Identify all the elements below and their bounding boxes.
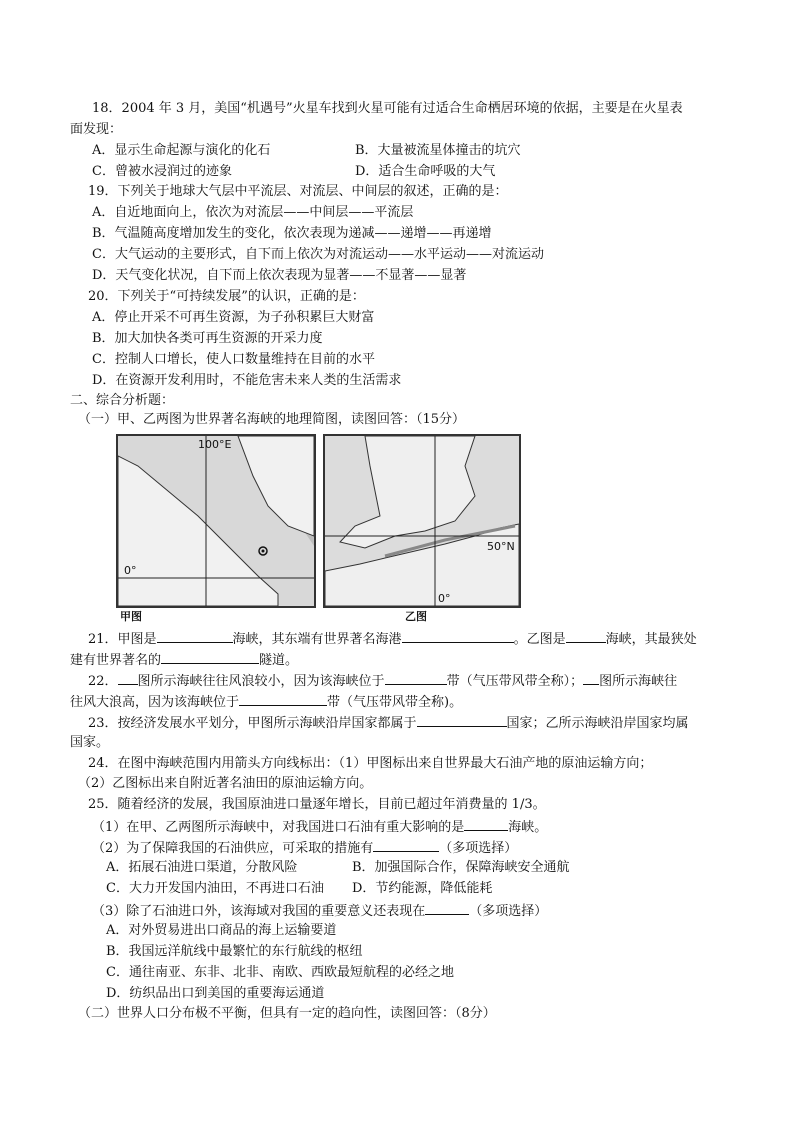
q23-text-1: 23．按经济发展水平划分，甲图所示海峡沿岸国家都属于 — [88, 716, 417, 731]
map-yi — [323, 434, 521, 608]
q25-sub3-text-a: （3）除了石油进口外，该海域对我国的重要意义还表现在 — [92, 904, 426, 919]
q21-blank-3[interactable] — [566, 630, 606, 643]
q22-text-2: 图所示海峡往往风浪较小，因为该海峡位于 — [137, 674, 385, 689]
map-jia-caption: 甲图 — [120, 610, 142, 623]
q25-sub3-option-a: A．对外贸易进出口商品的海上运输要道 — [106, 923, 337, 938]
q22-text-4: 图所示海峡往 — [599, 674, 678, 689]
q18-option-c: C．曾被水浸润过的迹象 — [92, 164, 232, 179]
q20-option-b: B．加大加快各类可再生资源的开采力度 — [92, 331, 323, 346]
q25-sub2-option-a: A．拓展石油进口渠道，分散风险 — [106, 860, 298, 875]
q23-line2: 国家。 — [70, 735, 110, 750]
q19-option-c: C．大气运动的主要形式，自下而上依次为对流运动——水平运动——对流运动 — [92, 247, 544, 262]
q20-option-d: D．在资源开发利用时，不能危害未来人类的生活需求 — [92, 373, 402, 388]
q19-option-b: B．气温随高度增加发生的变化，依次表现为递减——递增——再递增 — [92, 226, 492, 241]
q25-stem: 25．随着经济的发展，我国原油进口量逐年增长，目前已超过年消费量的 1/3。 — [88, 797, 546, 812]
q21-line2 — [70, 651, 298, 669]
q22-line1 — [88, 672, 677, 690]
part1-heading: （一）甲、乙两图为世界著名海峡的地理简图，读图回答：（15分） — [78, 412, 466, 427]
map-jia-lon-label: 100°E — [198, 438, 232, 451]
q25-sub2-option-b: B．加强国际合作，保障海峡安全通航 — [352, 860, 570, 875]
q21-text-5: 建有世界著名的 — [70, 653, 162, 668]
q22-text-5: 往风大浪高，因为该海峡位于 — [70, 695, 240, 710]
q23-text-2: 国家；乙所示海峡沿岸国家均属 — [506, 716, 689, 731]
q18-stem-line1: 18．2004 年 3 月，美国“机遇号”火星车找到火星可能有过适合生命栖居环境的依据，主要是在火星表 — [92, 101, 683, 116]
q24-line1: 24．在图中海峡范围内用箭头方向线标出：（1）甲图标出来自世界最大石油产地的原油运输方向； — [88, 756, 653, 771]
q25-sub3-option-b: B．我国远洋航线中最繁忙的东行航线的枢纽 — [106, 944, 363, 959]
q25-sub1-blank[interactable] — [464, 818, 508, 831]
q25-sub3-option-c: C．通往南亚、东非、北非、南欧、西欧最短航程的必经之地 — [106, 965, 454, 980]
q23-line1 — [88, 714, 689, 732]
q22-blank-3[interactable] — [583, 672, 599, 685]
q21-blank-4[interactable] — [161, 651, 259, 664]
q25-sub3 — [92, 902, 547, 920]
q25-sub1-text-a: （1）在甲、乙两图所示海峡中，对我国进口石油有重大影响的是 — [92, 820, 465, 835]
q25-sub3-option-d: D．纺织品出口到美国的重要海运通道 — [106, 986, 325, 1001]
q25-sub2-text-a: （2）为了保障我国的石油供应，可采取的措施有 — [92, 841, 374, 856]
q20-option-a: A．停止开采不可再生资源，为子孙积累巨大财富 — [92, 310, 375, 325]
q18-option-d: D．适合生命呼吸的大气 — [355, 164, 496, 179]
section-heading: 二、综合分析题： — [70, 393, 175, 408]
q25-sub2-blank[interactable] — [373, 839, 439, 852]
q21-line1 — [88, 630, 697, 648]
map-jia — [116, 434, 316, 608]
q25-sub1-text-b: 海峡。 — [508, 820, 548, 835]
q19-stem: 19．下列关于地球大气层中平流层、对流层、中间层的叙述，正确的是： — [88, 184, 508, 199]
q25-sub1 — [92, 818, 547, 836]
q22-blank-4[interactable] — [239, 693, 327, 706]
q25-sub2-option-c: C．大力开发国内油田，不再进口石油 — [106, 881, 324, 896]
q25-sub3-blank[interactable] — [425, 902, 469, 915]
q20-option-c: C．控制人口增长，使人口数量维持在目前的水平 — [92, 352, 375, 367]
q21-blank-1[interactable] — [157, 630, 233, 643]
q22-blank-2[interactable] — [385, 672, 447, 685]
map-yi-svg — [325, 436, 519, 606]
part2-heading: （二）世界人口分布极不平衡，但具有一定的趋向性，读图回答：（8分） — [78, 1006, 496, 1021]
q24-line2: （2）乙图标出来自附近著名油田的原油运输方向。 — [78, 776, 373, 791]
q18-stem-line2: 面发现： — [70, 122, 123, 137]
q25-sub2 — [92, 839, 517, 857]
q21-text-1: 21．甲图是 — [88, 632, 157, 647]
q19-option-d: D．天气变化状况，自下而上依次表现为显著——不显著——显著 — [92, 268, 467, 283]
map-jia-port-dot — [262, 550, 265, 553]
q18-option-b: B．大量被流星体撞击的坑穴 — [355, 143, 521, 158]
q18-option-a: A．显示生命起源与演化的化石 — [92, 143, 271, 158]
q21-text-2: 海峡，其东端有世界著名海港 — [232, 632, 402, 647]
q22-text-1: 22． — [88, 674, 118, 689]
q19-option-a: A．自近地面向上，依次为对流层——中间层——平流层 — [92, 205, 414, 220]
map-yi-caption: 乙图 — [405, 610, 427, 623]
q22-line2 — [70, 693, 462, 711]
q25-sub2-text-b: （多项选择） — [439, 841, 518, 856]
q25-sub2-option-d: D．节约能源，降低能耗 — [352, 881, 493, 896]
q25-sub3-text-b: （多项选择） — [469, 904, 548, 919]
q21-text-3: 。乙图是 — [513, 632, 566, 647]
q21-text-4: 海峡，其最狭处 — [605, 632, 697, 647]
q23-blank-1[interactable] — [417, 714, 507, 727]
q21-blank-2[interactable] — [402, 630, 514, 643]
q22-blank-1[interactable] — [118, 672, 138, 685]
map-jia-svg — [118, 436, 314, 606]
q21-text-6: 隧道。 — [259, 653, 299, 668]
q20-stem: 20．下列关于“可持续发展”的认识，正确的是： — [88, 289, 365, 304]
map-yi-lon-label: 0° — [438, 592, 451, 605]
map-yi-lat-label: 50°N — [487, 540, 515, 553]
map-jia-lat-label: 0° — [124, 564, 137, 577]
q22-text-3: 带（气压带风带全称）； — [446, 674, 584, 689]
q22-text-6: 带（气压带风带全称)。 — [327, 695, 463, 710]
